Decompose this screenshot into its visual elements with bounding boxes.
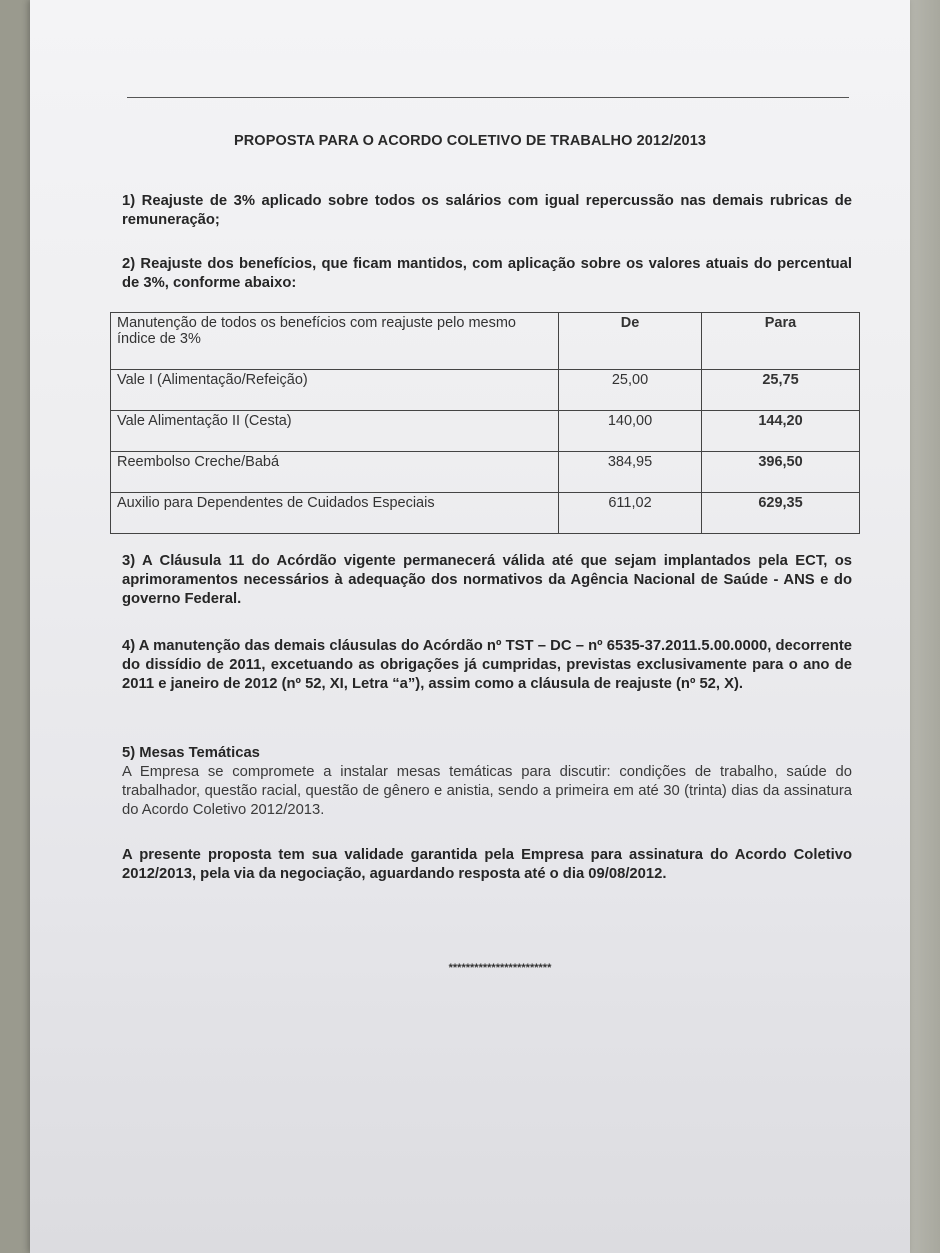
row-value-de: 25,00 [559,370,702,411]
document-title: PROPOSTA PARA O ACORDO COLETIVO DE TRABALHO 2012/2013 [233,133,707,149]
closing-paragraph: A presente proposta tem sua validade garantida pela Empresa para assinatura do Acordo Coletivo 2012/2013, pela via da negociação, aguardando resposta até o dia 09/08/2012. [122,847,852,882]
item-5-heading: 5) Mesas Temáticas [122,745,260,761]
row-label: Auxilio para Dependentes de Cuidados Especiais [111,493,559,534]
row-value-de: 384,95 [559,452,702,493]
benefits-table [110,312,860,534]
item-4-paragraph: 4) A manutenção das demais cláusulas do Acórdão nº TST – DC – nº 6535-37.2011.5.00.0000, decorrente do dissídio de 2011, excetuando as obrigações já cumpridas, previstas exclusivamente para o ano de 2011 e janeiro de 2012 (nº 52, XI, Letra “a”), assim como a cláusula de reajuste (nº 52, X). [122,638,852,692]
table-row [111,452,860,493]
row-label: Reembolso Creche/Babá [111,452,559,493]
table-header-description: Manutenção de todos os benefícios com reajuste pelo mesmo índice de 3% [111,313,559,370]
row-value-de: 140,00 [559,411,702,452]
row-value-para: 144,20 [702,411,860,452]
table-row [111,370,860,411]
row-value-para: 629,35 [702,493,860,534]
item-1-paragraph: 1) Reajuste de 3% aplicado sobre todos os salários com igual repercussão nas demais rubricas de remuneração; [122,193,852,228]
table-header-row [111,313,860,370]
row-value-para: 396,50 [702,452,860,493]
paper-sheet [30,0,910,1253]
row-label: Vale I (Alimentação/Refeição) [111,370,559,411]
row-value-de: 611,02 [559,493,702,534]
table-row [111,493,860,534]
table-header-para: Para [702,313,860,370]
table-header-de: De [559,313,702,370]
backdrop [905,0,940,1253]
item-5-paragraph: A Empresa se compromete a instalar mesas temáticas para discutir: condições de trabalho, saúde do trabalhador, questão racial, questão de gênero e anistia, sendo a primeira em até 30 (trinta) dias da assinatura do Acordo Coletivo 2012/2013. [122,764,852,818]
row-value-para: 25,75 [702,370,860,411]
item-3-paragraph: 3) A Cláusula 11 do Acórdão vigente permanecerá válida até que sejam implantados pela ECT, os aprimoramentos necessários à adequação dos normativos da Agência Nacional de Saúde - ANS e do governo Federal. [122,553,852,607]
header-rule [127,97,849,98]
table-row [111,411,860,452]
separator-stars: ************************ [448,962,552,974]
row-label: Vale Alimentação II (Cesta) [111,411,559,452]
item-2-paragraph: 2) Reajuste dos benefícios, que ficam mantidos, com aplicação sobre os valores atuais do percentual de 3%, conforme abaixo: [122,256,852,291]
